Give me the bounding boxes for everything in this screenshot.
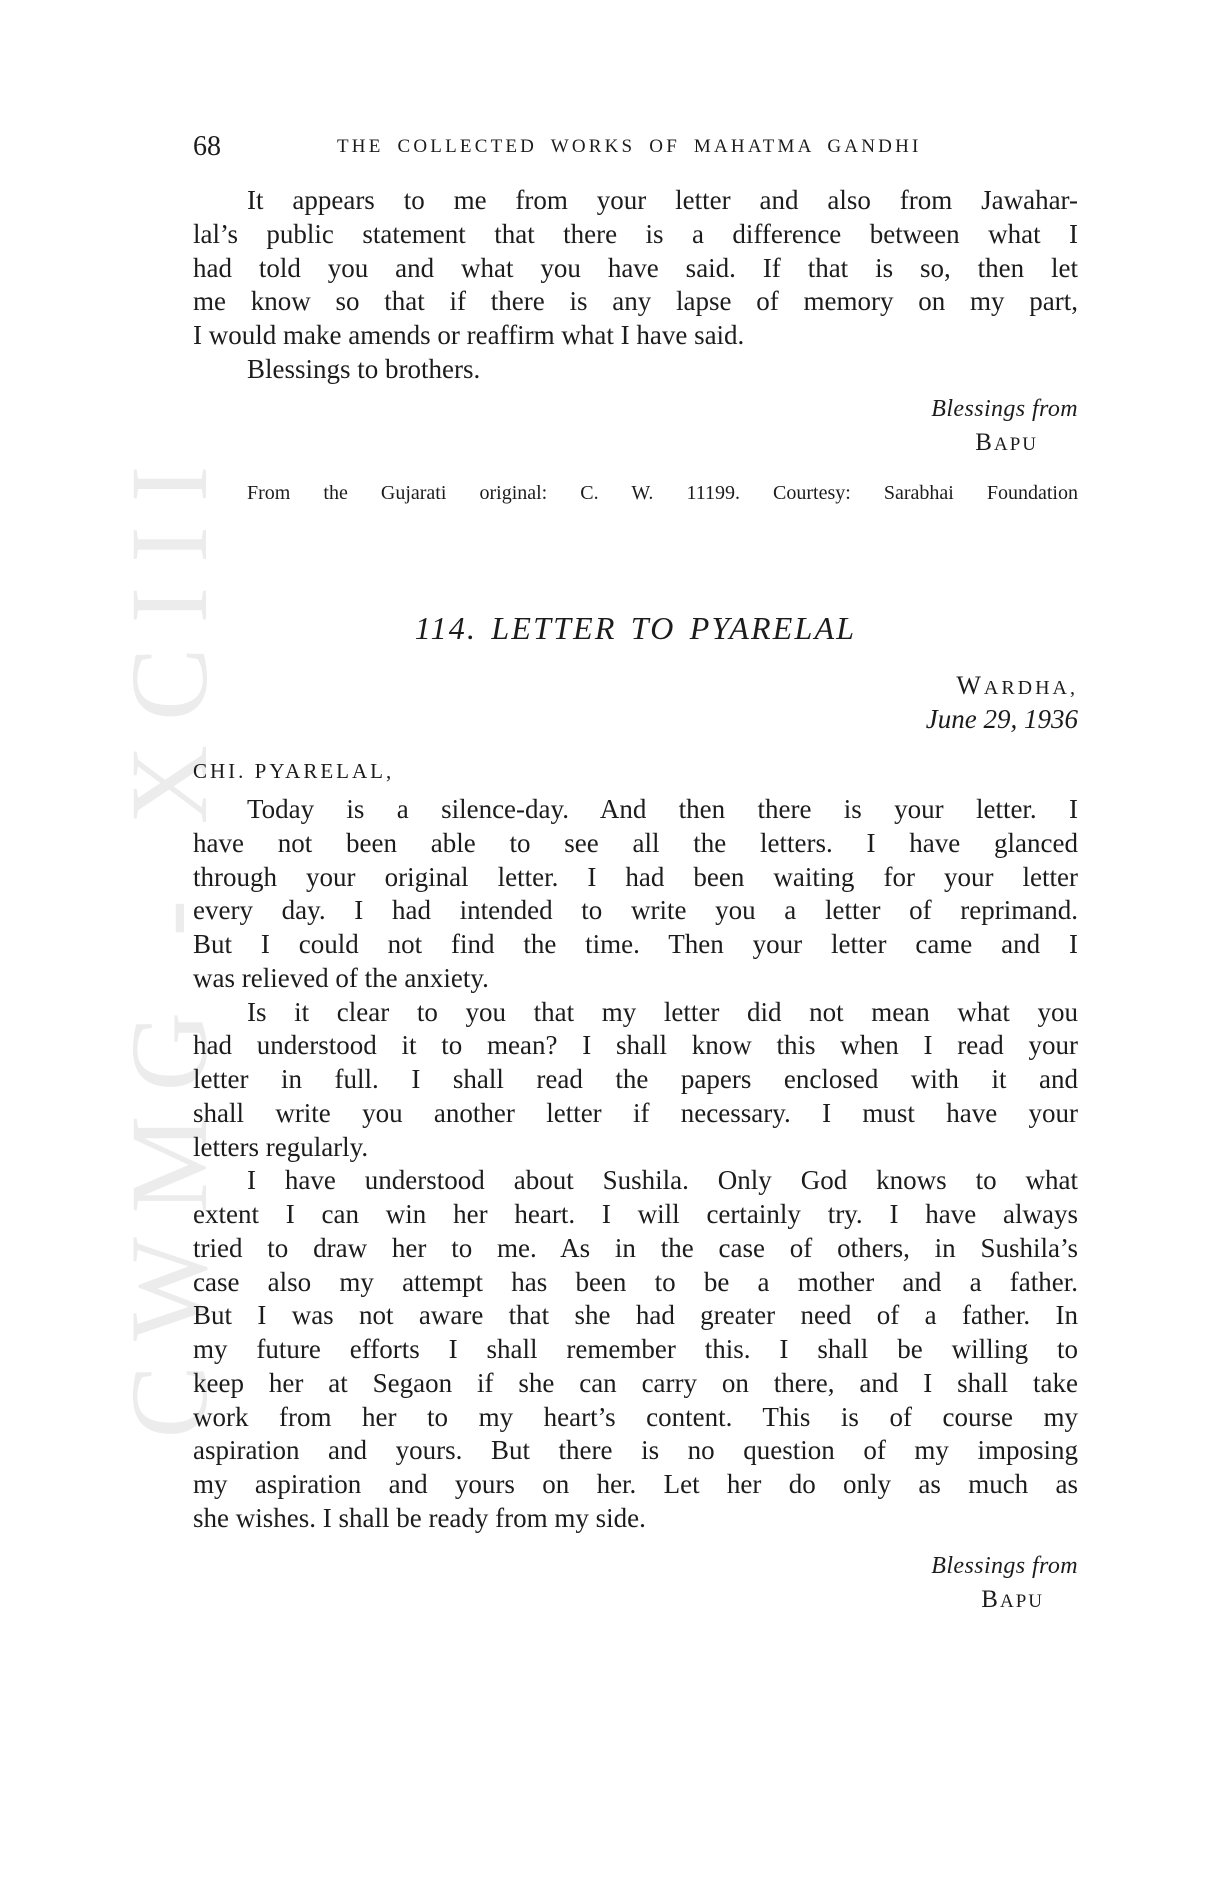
text-line: me know so that if there is any lapse of memory on my part, xyxy=(193,286,1078,317)
paragraph xyxy=(193,353,1078,387)
text-line: But I could not find the time. Then your letter came and I xyxy=(193,929,1078,959)
text-line: It appears to me from your letter and also from Jawahar- xyxy=(247,185,1078,215)
text-line: case also my attempt has been to be a mother and a father. xyxy=(193,1266,1078,1297)
text-line: was relieved of the anxiety. xyxy=(193,962,489,993)
text-line: every day. I had intended to write you a letter of reprimand. xyxy=(193,895,1078,926)
text-line: Is it clear to you that my letter did not mean what you xyxy=(247,996,1078,1027)
text-line: work from her to my heart’s content. This is of course my xyxy=(193,1401,1078,1432)
text-line: shall write you another letter if necessary. I must have your xyxy=(193,1097,1078,1128)
text-line: I have understood about Sushila. Only God knows to what xyxy=(247,1165,1078,1196)
text-line: tried to draw her to me. As in the case of others, in Sushila’s xyxy=(193,1232,1078,1263)
letter-closing xyxy=(193,1550,1078,1618)
text-line: I would make amends or reaffirm what I have said. xyxy=(193,320,745,350)
letter-body xyxy=(193,793,1078,1536)
place-line: WARDHA, xyxy=(956,671,1078,700)
paragraph xyxy=(193,793,1078,996)
running-title: THE COLLECTED WORKS OF MAHATMA GANDHI xyxy=(337,136,922,157)
text-line: letter in full. I shall read the papers enclosed with it and xyxy=(193,1064,1078,1094)
page-number: 68 xyxy=(193,131,221,162)
text-line: aspiration and yours. But there is no question of my imposing xyxy=(193,1435,1078,1466)
running-head xyxy=(193,130,1078,164)
paragraph xyxy=(193,996,1078,1165)
text-line: Blessings to brothers. xyxy=(247,353,481,384)
signature: BAPU xyxy=(975,429,1038,456)
signature: BAPU xyxy=(981,1586,1044,1613)
paragraph xyxy=(193,184,1078,353)
text-line: my future efforts I shall remember this. I shall be willing to xyxy=(193,1334,1078,1364)
closing-blessings: Blessings from xyxy=(931,396,1078,422)
text-line: extent I can win her heart. I will certainly try. I have always xyxy=(193,1199,1078,1229)
text-line: my aspiration and yours on her. Let her do only as much as xyxy=(193,1469,1078,1499)
text-line: letters regularly. xyxy=(193,1131,369,1162)
watermark: CWMG - XCIII xyxy=(108,441,230,1439)
text-line: keep her at Segaon if she can carry on there, and I shall take xyxy=(193,1367,1078,1398)
text-line: had told you and what you have said. If that is so, then let xyxy=(193,252,1078,283)
text-line: Today is a silence-day. And then there is your letter. I xyxy=(247,794,1078,824)
closing-blessings: Blessings from xyxy=(931,1553,1078,1579)
text-line: lal’s public statement that there is a difference between what I xyxy=(193,218,1078,249)
salutation: CHI. PYARELAL, xyxy=(193,759,395,783)
source-note: From the Gujarati original: C. W. 11199. Courtesy: Sarabhai Foundation xyxy=(247,482,1078,504)
previous-letter-body xyxy=(193,184,1078,387)
text-line: had understood it to mean? I shall know this when I read your xyxy=(193,1030,1078,1061)
text-line: through your original letter. I had been waiting for your letter xyxy=(193,861,1078,892)
paragraph xyxy=(193,1164,1078,1535)
date-line: June 29, 1936 xyxy=(925,704,1078,734)
text-line: But I was not aware that she had greater need of a father. In xyxy=(193,1300,1078,1331)
text-line: she wishes. I shall be ready from my side. xyxy=(193,1502,646,1533)
text-line: have not been able to see all the letters. I have glanced xyxy=(193,827,1078,858)
previous-letter-closing xyxy=(193,393,1078,461)
letter-title: 114. LETTER TO PYARELAL xyxy=(414,610,857,646)
